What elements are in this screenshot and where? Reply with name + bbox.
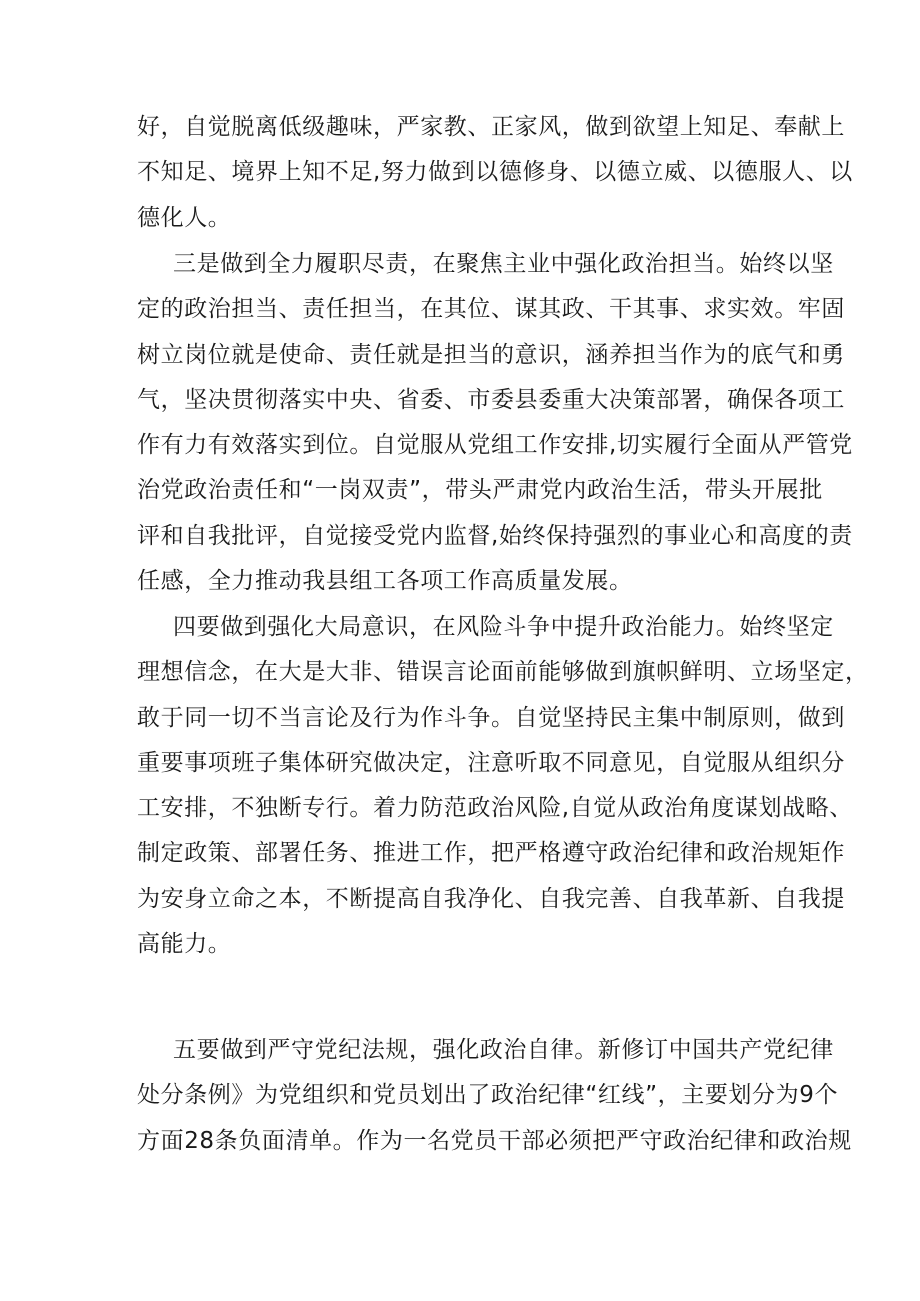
paragraph-2: [137, 242, 853, 604]
paragraph-1: [137, 105, 853, 241]
text-line: 作有力有效落实到位。自觉服从党组工作安排,切实履行全面从严管党: [137, 432, 853, 459]
text-line: 定的政治担当、责任担当，在其位、谋其政、干其事、求实效。牢固: [137, 296, 845, 323]
text-line: 评和自我批评，自觉接受党内监督,始终保持强烈的事业心和高度的责: [137, 522, 853, 549]
text-line: 治党政治责任和“一岗双责”，带头严肃党内政治生活，带头开展批: [137, 477, 823, 504]
text-line: 为安身立命之本，不断提高自我净化、自我完善、自我革新、自我提: [137, 885, 845, 912]
text-line: 处分条例》为党组织和党员划出了政治纪律“红线”，主要划分为9个: [137, 1082, 839, 1109]
text-line: 五要做到严守党纪法规，强化政治自律。新修订中国共产党纪律: [173, 1037, 834, 1063]
paragraph-3: [137, 605, 869, 967]
text-line: 方面28条负面清单。作为一名党员干部必须把严守政治纪律和政治规: [137, 1127, 852, 1154]
text-line: 不知足、境界上知不足,努力做到以德修身、以德立威、以德服人、以: [137, 159, 853, 186]
text-line: 制定政策、部署任务、推进工作，把严格遵守政治纪律和政治规矩作: [137, 840, 845, 867]
text-line: 三是做到全力履职尽责，在聚焦主业中强化政治担当。始终以坚: [173, 251, 834, 277]
text-line: 好，自觉脱离低级趣味，严家教、正家风，做到欲望上知足、奉献上: [137, 114, 845, 140]
text-line: 四要做到强化大局意识，在风险斗争中提升政治能力。始终坚定: [173, 614, 834, 640]
text-line: 工安排，不独断专行。着力防范政治风险,自觉从政治角度谋划战略、: [137, 795, 853, 822]
text-line: 任感，全力推动我县组工各项工作高质量发展。: [137, 568, 633, 595]
text-line: 气，坚决贯彻落实中央、省委、市委县委重大决策部署，确保各项工: [137, 386, 845, 413]
text-line: 重要事项班子集体研究做决定，注意听取不同意见，自觉服从组织分: [137, 749, 845, 776]
paragraph-4: [137, 1028, 852, 1164]
text-line: 树立岗位就是使命、责任就是担当的意识，涵养担当作为的底气和勇: [137, 341, 845, 368]
text-line: 敢于同一切不当言论及行为作斗争。自觉坚持民主集中制原则，做到: [137, 704, 845, 731]
text-line: 高能力。: [137, 931, 232, 958]
text-line: 理想信念，在大是大非、错误言论面前能够做到旗帜鲜明、立场坚定，: [137, 659, 869, 686]
text-line: 德化人。: [137, 204, 232, 231]
